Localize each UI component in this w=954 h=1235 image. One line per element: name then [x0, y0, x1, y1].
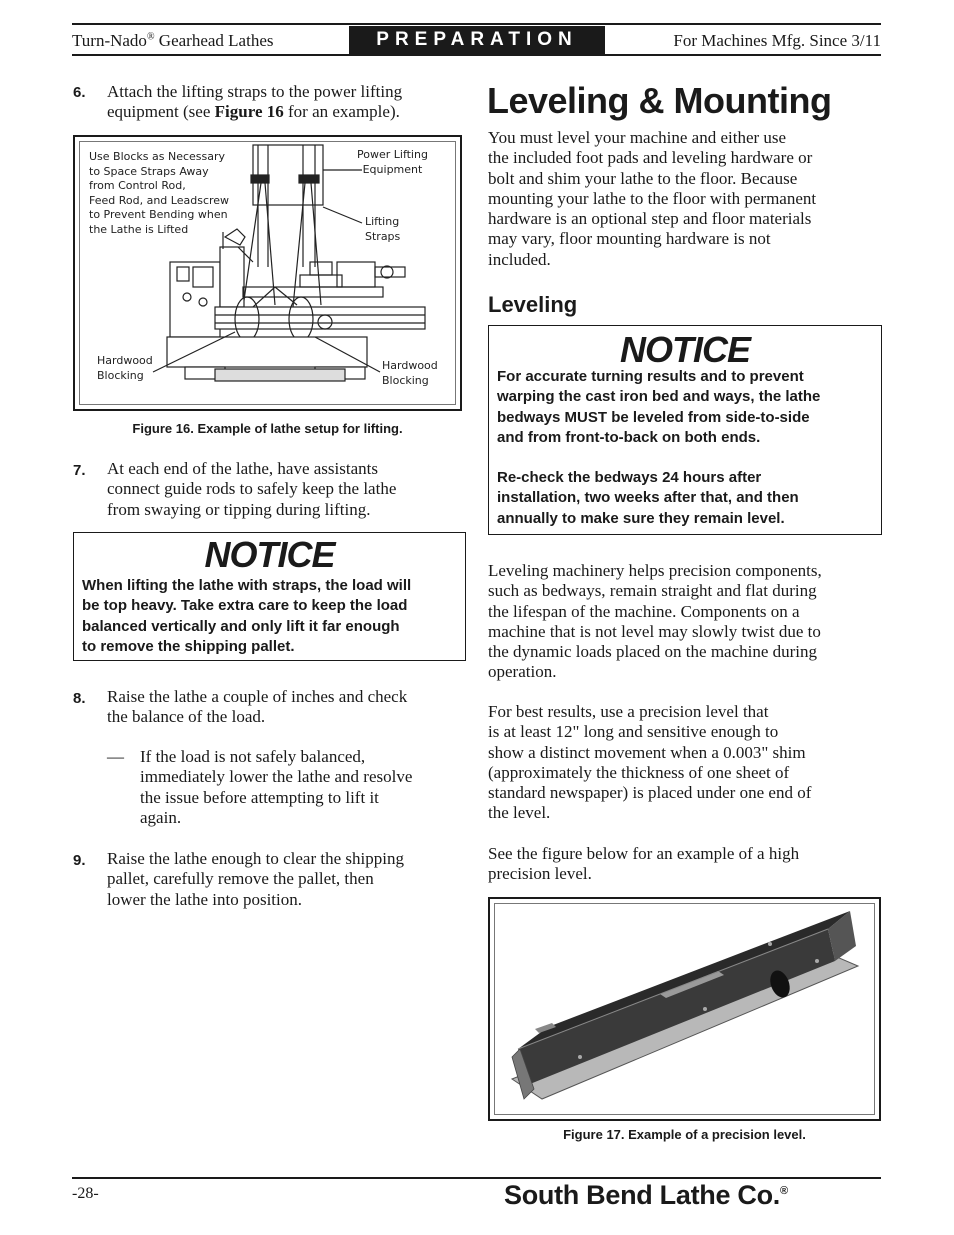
notice-lifting-box: [73, 532, 466, 661]
figure-16-caption: Figure 16. Example of lathe setup for lifting.: [132, 421, 403, 436]
notice-leveling-box: [488, 325, 882, 535]
label-hardwood-left: Hardwood Blocking: [97, 354, 153, 382]
footer-rule: [72, 1177, 881, 1179]
step-7-number: 7.: [73, 462, 86, 479]
label-hardwood-right: Hardwood Blocking: [382, 359, 438, 387]
leveling-paragraph-2: For best results, use a precision level that is at least 12" long and sensitive enough to show a distinct movement when a 0.003" shim (approximately the thickness of one sheet of standard newspaper) is placed under one end of the level.: [488, 702, 812, 823]
header-bottom-rule: [72, 54, 881, 56]
figure-17-frame: [488, 897, 881, 1121]
step-6-number: 6.: [73, 84, 86, 101]
step-9-number: 9.: [73, 852, 86, 869]
notice-leveling-text-1: For accurate turning results and to prevent warping the cast iron bed and ways, the lathe bedways MUST be leveled from side-to-side and from front-to-back on both ends.: [497, 368, 821, 446]
step-8-number: 8.: [73, 690, 86, 707]
notice-leveling-text-2: Re-check the bedways 24 hours after installation, two weeks after that, and then annually to make sure they remain level.: [497, 469, 799, 527]
step-8-dash: —: [107, 747, 124, 766]
notice-lifting-text: When lifting the lathe with straps, the load will be top heavy. Take extra care to keep the load balanced vertically and only lift it far enough to remove the shipping pallet.: [82, 577, 412, 655]
figure-16-frame: [73, 135, 462, 411]
header-top-rule: [72, 23, 881, 25]
label-power-lifting: Power Lifting Equipment: [357, 148, 428, 176]
brand-logo: South Bend Lathe Co.®: [504, 1180, 788, 1210]
header-title: Turn-Nado® Gearhead Lathes: [72, 31, 274, 50]
section-heading-leveling: Leveling: [488, 292, 578, 317]
label-use-blocks: Use Blocks as Necessary to Space Straps Away from Control Rod, Feed Rod, and Leadscrew to Prevent Bending when the Lathe is Lifted: [89, 150, 230, 236]
intro-paragraph: You must level your machine and either use the included foot pads and leveling hardware or bolt and shim your lathe to the floor. Because mounting your lathe to the floor with permanent hardware is an optional step and floor materials may vary, floor mounting hardware is not included.: [488, 128, 817, 269]
step-8-text: Raise the lathe a couple of inches and check the balance of the load.: [107, 687, 408, 727]
figure-17-caption: Figure 17. Example of a precision level.: [563, 1127, 806, 1142]
page-number: -28-: [72, 1185, 99, 1202]
notice-leveling-title: NOTICE: [619, 329, 750, 370]
leveling-paragraph-3: See the figure below for an example of a high precision level.: [488, 844, 800, 884]
precision-level-image: [490, 899, 879, 1119]
step-6-text: Attach the lifting straps to the power lifting equipment (see Figure 16 for an example).: [107, 82, 403, 122]
step-9-text: Raise the lathe enough to clear the shipping pallet, carefully remove the pallet, then lower the lathe into position.: [107, 849, 404, 909]
step-7-text: At each end of the lathe, have assistants connect guide rods to safely keep the lathe from swaying or tipping during lifting.: [107, 459, 397, 519]
step-8-subitem: If the load is not safely balanced, immediately lower the lathe and resolve the issue before attempting to lift it again.: [140, 747, 413, 827]
leveling-paragraph-1: Leveling machinery helps precision components, such as bedways, remain straight and flat during the lifespan of the machine. Components on a machine that is not level may slowly twist due to the dynamic loads placed on the machine during operation.: [488, 561, 822, 682]
page-title: Leveling & Mounting: [487, 80, 832, 121]
header-machines-note: For Machines Mfg. Since 3/11: [673, 31, 881, 50]
section-banner: PREPARATION: [349, 26, 605, 54]
notice-lifting-title: NOTICE: [204, 534, 335, 575]
label-lifting-straps: Lifting Straps: [365, 215, 401, 243]
